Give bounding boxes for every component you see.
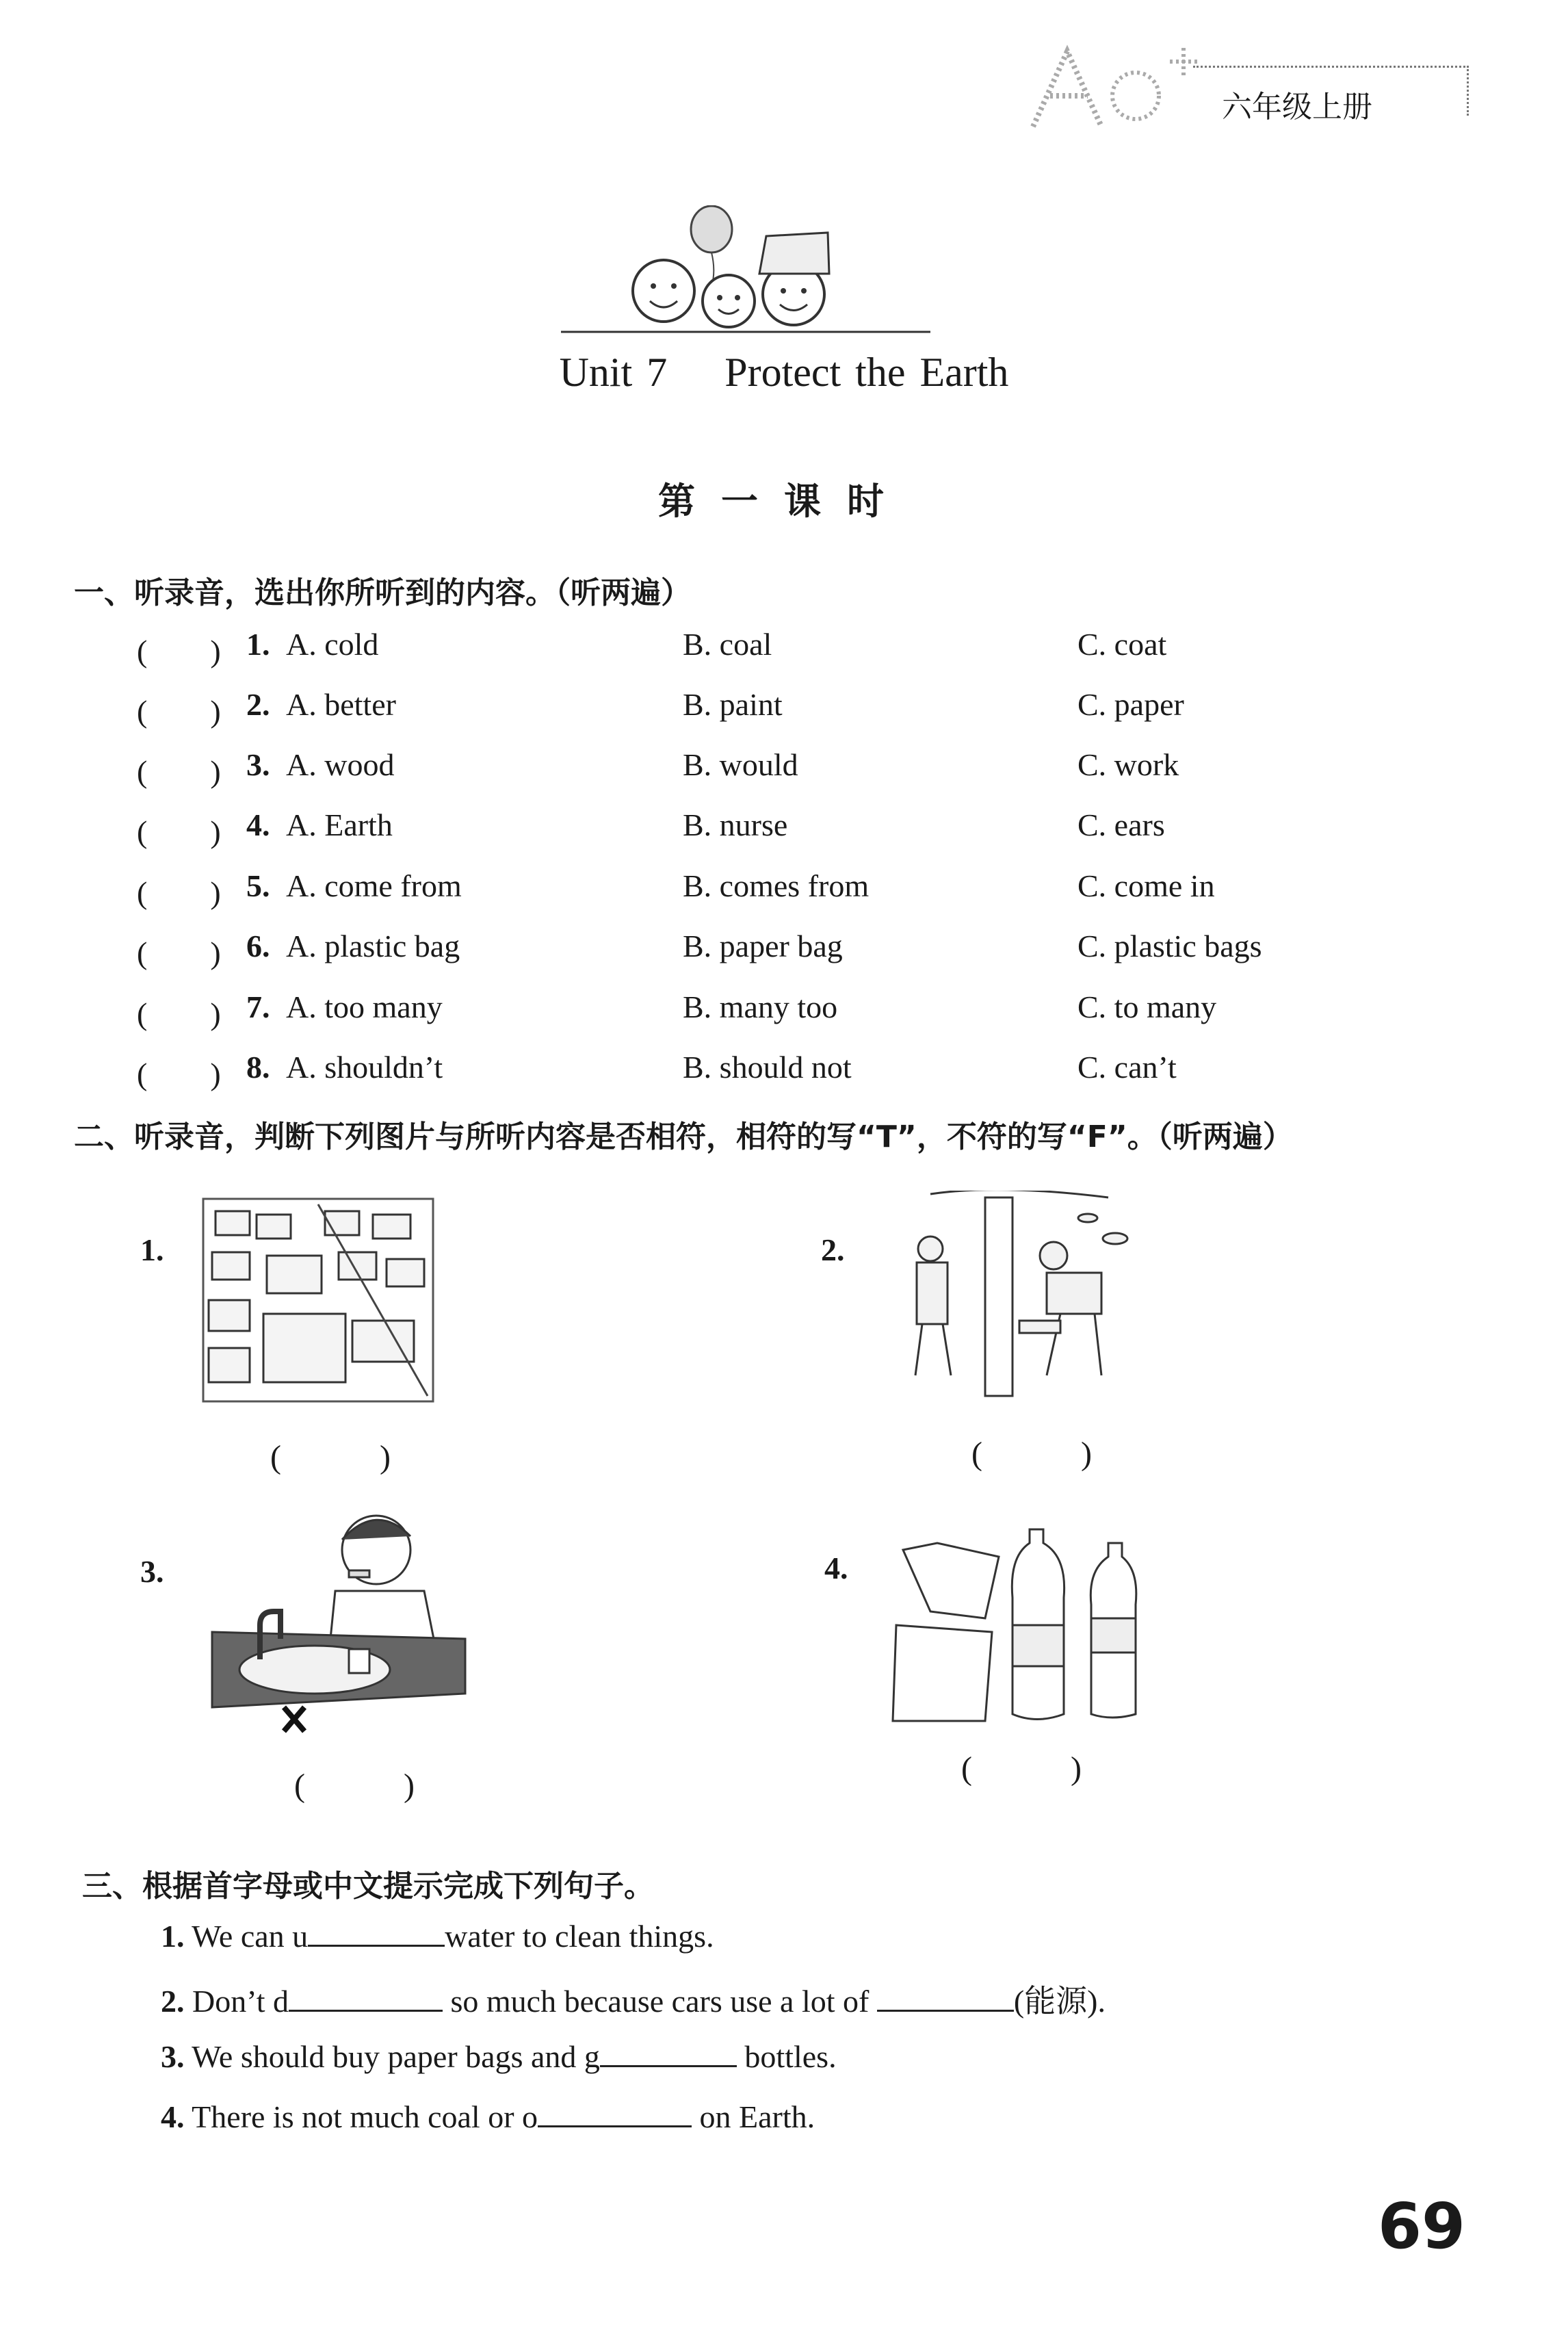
q5-option-b: B. comes from (683, 868, 870, 903)
plastic-bags-bottles-picture (883, 1516, 1156, 1735)
q5-number: 5. (246, 868, 270, 903)
q3-answer-paren[interactable]: ( ) (137, 754, 221, 789)
q5-option-c: C. come in (1077, 868, 1215, 903)
sentence-4-blank[interactable] (538, 2097, 692, 2127)
picture-2-answer-box[interactable]: ( ) (971, 1436, 1125, 1472)
kids-balloon-icon (561, 205, 930, 342)
section1-heading: 一、听录音，选出你所听到的内容。（听两遍） (74, 575, 691, 610)
sentence-2-text-c: (能源). (1013, 1984, 1106, 2019)
q7-option-a: A. too many (286, 989, 443, 1024)
q6-option-c: C. plastic bags (1077, 929, 1262, 963)
q6-number: 6. (246, 929, 270, 963)
q7-option-b: B. many too (683, 989, 838, 1024)
q2-answer-paren[interactable]: ( ) (137, 694, 221, 729)
q3-number: 3. (246, 747, 270, 782)
page-number: 69 (1377, 2190, 1465, 2263)
q7-number: 7. (246, 989, 270, 1024)
q6-answer-paren[interactable]: ( ) (137, 935, 221, 970)
logo-a-plus-icon (1019, 34, 1218, 137)
sentence-1 (161, 1916, 714, 1954)
sentence-3-text-a: We should buy paper bags and g (192, 2039, 600, 2074)
q1-option-a: A. cold (286, 627, 379, 662)
cutting-trees-picture (889, 1191, 1149, 1403)
sentence-1-blank[interactable] (308, 1916, 445, 1947)
q2-number: 2. (246, 687, 270, 722)
sentence-4-number: 4. (161, 2099, 185, 2134)
sentence-2-blank-1[interactable] (289, 1981, 443, 2012)
sentence-2 (161, 1976, 1106, 2021)
q1-option-b: B. coal (683, 627, 772, 662)
sentence-4-text-b: on Earth. (699, 2099, 815, 2134)
q8-answer-paren[interactable]: ( ) (137, 1057, 221, 1091)
picture-1-answer-box[interactable]: ( ) (270, 1439, 423, 1475)
sentence-4 (161, 2097, 815, 2135)
sentence-2-text-b: so much because cars use a lot of (450, 1984, 870, 2019)
sentence-3 (161, 2036, 837, 2075)
q4-option-b: B. nurse (683, 807, 788, 842)
sentence-1-text-a: We can u (192, 1919, 309, 1954)
q4-option-c: C. ears (1077, 807, 1165, 842)
q2-option-a: A. better (286, 687, 396, 722)
sentence-3-number: 3. (161, 2039, 185, 2074)
sentence-4-text-a: There is not much coal or o (192, 2099, 538, 2134)
q6-option-a: A. plastic bag (286, 929, 460, 963)
q1-option-c: C. coat (1077, 627, 1167, 662)
picture-4-answer-box[interactable]: ( ) (961, 1750, 1114, 1787)
picture-3-answer-box[interactable]: ( ) (294, 1767, 447, 1804)
q6-option-b: B. paper bag (683, 929, 843, 963)
sentence-1-text-b: water to clean things. (445, 1919, 714, 1954)
sentence-3-text-b: bottles. (744, 2039, 837, 2074)
sentence-2-blank-2[interactable] (877, 1981, 1014, 2012)
unit-title (0, 349, 1568, 396)
picture-3-number: 3. (140, 1554, 164, 1589)
q3-option-b: B. would (683, 747, 798, 782)
q8-option-c: C. can’t (1077, 1050, 1177, 1085)
q4-option-a: A. Earth (286, 807, 393, 842)
picture-4-number: 4. (824, 1551, 848, 1585)
q5-option-a: A. come from (286, 868, 462, 903)
sentence-3-blank[interactable] (600, 2036, 737, 2067)
q2-option-b: B. paint (683, 687, 783, 722)
q3-option-a: A. wood (286, 747, 395, 782)
q8-option-b: B. should not (683, 1050, 852, 1085)
q7-answer-paren[interactable]: ( ) (137, 996, 221, 1031)
q3-option-c: C. work (1077, 747, 1179, 782)
unit-topic: Protect the Earth (724, 350, 1009, 395)
traffic-jam-picture (202, 1197, 434, 1403)
q1-number: 1. (246, 627, 270, 662)
q1-answer-paren[interactable]: ( ) (137, 634, 221, 669)
header-grade: 六年级上册 (1222, 90, 1372, 125)
sentence-1-number: 1. (161, 1919, 185, 1954)
q7-option-c: C. to many (1077, 989, 1217, 1024)
picture-1-number: 1. (140, 1232, 164, 1267)
picture-2-number: 2. (821, 1232, 845, 1267)
section3-heading: 三、根据首字母或中文提示完成下列句子。 (82, 1869, 654, 1904)
q4-number: 4. (246, 807, 270, 842)
sentence-2-number: 2. (161, 1984, 185, 2019)
sentence-2-text-a: Don’t d (192, 1984, 289, 2019)
q8-option-a: A. shouldn’t (286, 1050, 443, 1085)
boy-brushing-teeth-picture (205, 1502, 479, 1748)
q4-answer-paren[interactable]: ( ) (137, 814, 221, 849)
q8-number: 8. (246, 1050, 270, 1085)
q5-answer-paren[interactable]: ( ) (137, 875, 221, 910)
section2-heading: 二、听录音，判断下列图片与所听内容是否相符，相符的写“T”，不符的写“F”。（听两遍） (74, 1119, 1293, 1154)
unit-number: Unit 7 (559, 350, 668, 395)
q2-option-c: C. paper (1077, 687, 1184, 722)
lesson-title: 第一课时 (658, 480, 910, 523)
